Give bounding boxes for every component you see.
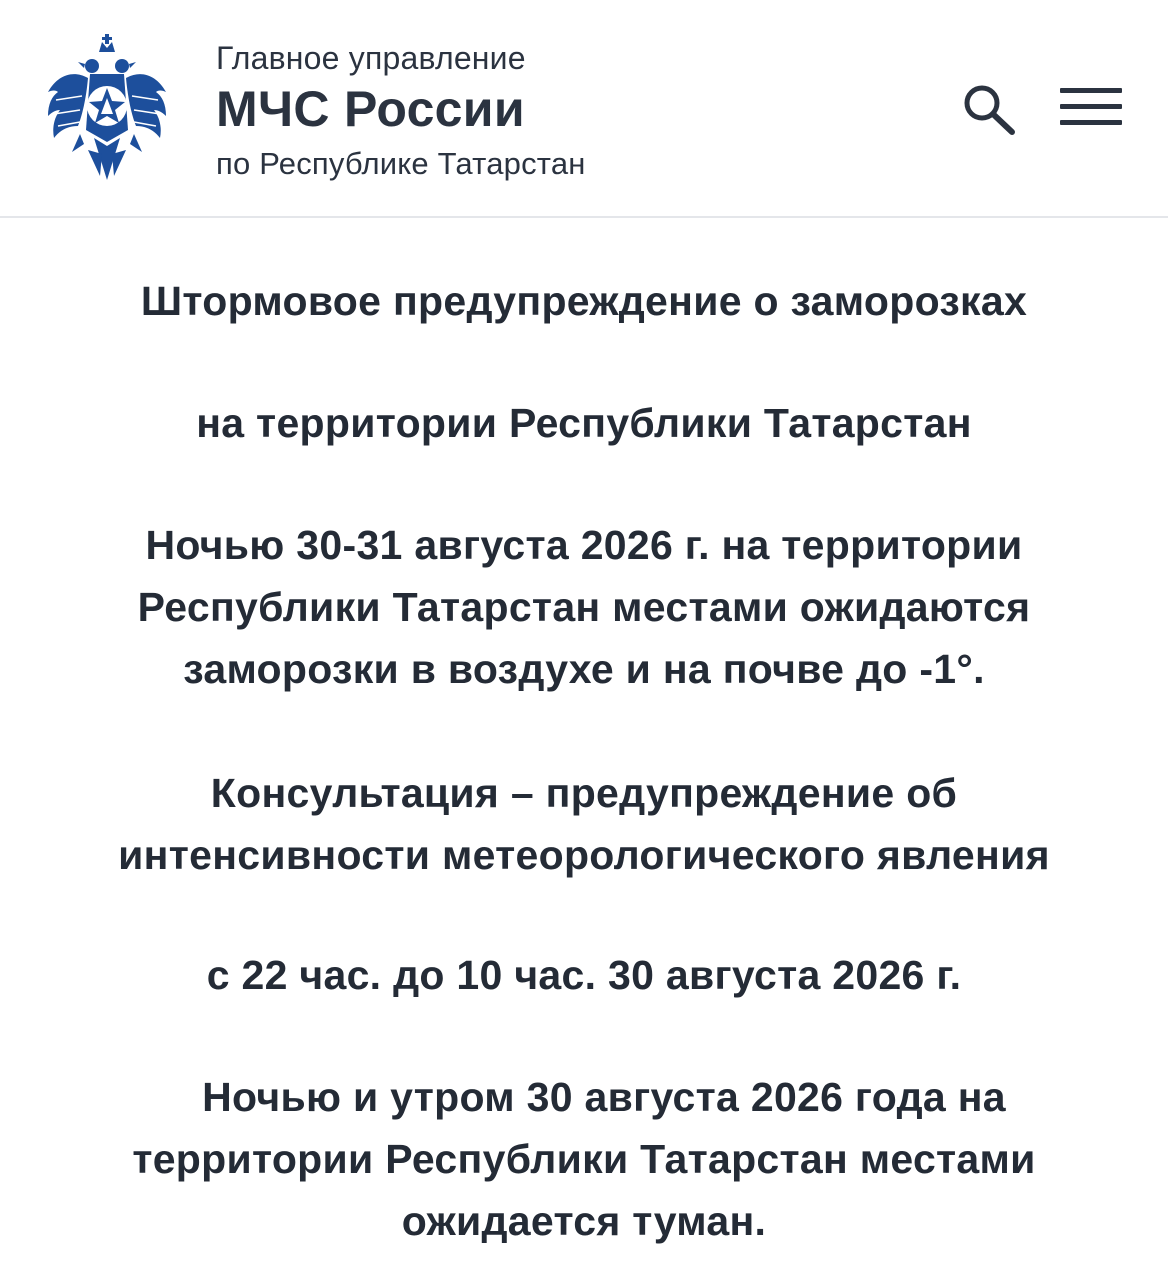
frost-warning-line-3: заморозки в воздухе и на почве до -1°. [183, 646, 985, 692]
frost-warning-line-2: Республики Татарстан местами ожидаются [137, 584, 1031, 630]
mchs-emblem-icon[interactable] [44, 30, 170, 186]
org-top-line: Главное управление [216, 40, 526, 76]
fog-warning-line-2: территории Республики Татарстан местами [132, 1136, 1036, 1182]
consultation-period: с 22 час. до 10 час. 30 августа 2026 г. [206, 952, 962, 998]
article-title-line-2: на территории Республики Татарстан [196, 400, 972, 446]
org-branding[interactable] [216, 38, 586, 184]
consultation-line-1: Консультация – предупреждение об [210, 770, 958, 816]
menu-bar [1060, 120, 1122, 125]
frost-warning-line-1: Ночью 30-31 августа 2026 г. на территории [145, 522, 1023, 568]
consultation-line-2: интенсивности метеорологического явления [118, 832, 1050, 878]
menu-bar [1060, 104, 1122, 109]
org-region-line: по Республике Татарстан [216, 146, 586, 181]
fog-warning-line-1: Ночью и утром 30 августа 2026 года на [202, 1074, 1006, 1120]
org-main-title: МЧС России [216, 81, 525, 137]
hamburger-menu-icon[interactable] [1058, 86, 1124, 128]
site-header [0, 0, 1168, 218]
fog-warning-line-3: ожидается туман. [401, 1198, 767, 1244]
search-icon[interactable] [960, 82, 1018, 136]
article-title-line-1: Штормовое предупреждение о заморозках [140, 278, 1028, 324]
menu-bar [1060, 88, 1122, 93]
